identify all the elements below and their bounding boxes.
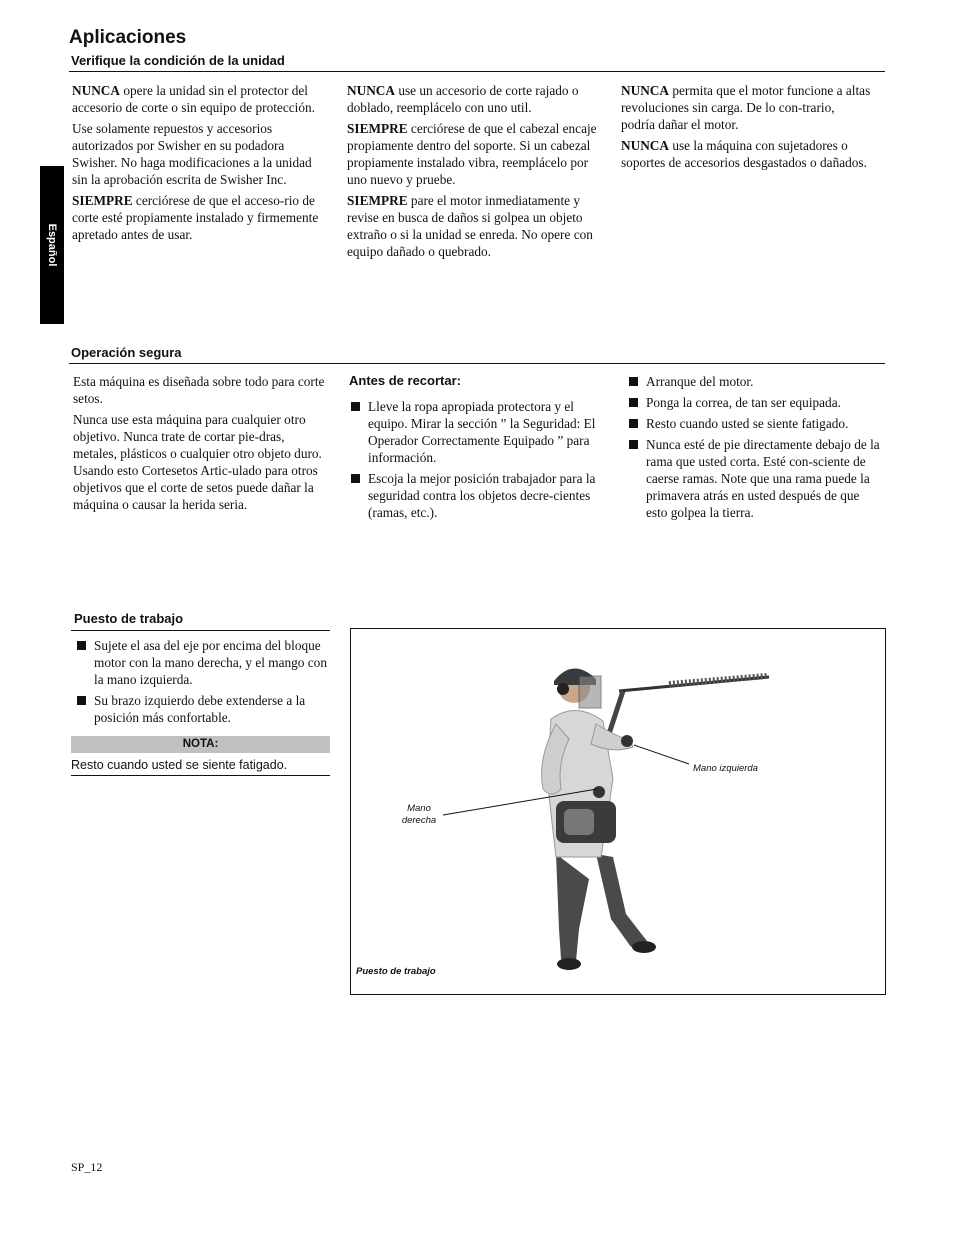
work-position-col <box>75 637 333 730</box>
safe-op-col-1 <box>73 373 331 517</box>
list-item: Arranque del motor. <box>627 373 883 390</box>
left-hand-label: Mano izquierda <box>693 763 758 774</box>
paragraph: Nunca use esta máquina para cualquier otro objetivo. Nunca trate de cortar pie-dras, metales, plásticos o cualquier otro objeto duro. Usando esto Cortesetos Artic-ulado para otros objetivos que el corte de setos puede dañar la máquina o causar la herida seria. <box>73 412 322 512</box>
note-rule <box>71 775 330 776</box>
note-text: Resto cuando usted se siente fatigado. <box>71 758 288 772</box>
section-rule <box>71 630 330 631</box>
paragraph: SIEMPRE cerciórese de que el cabezal encaje propiamente dentro del soporte. Si un cabezal propiamente instalado vibra, reemplácelo por uno nuevo y pruebe. <box>347 121 597 187</box>
list-item: Ponga la correa, de tan ser equipada. <box>627 394 883 411</box>
right-hand-label: Mano derecha <box>401 803 437 826</box>
list-item: Su brazo izquierdo debe extenderse a la posición más confortable. <box>75 692 333 726</box>
list-item: Nunca esté de pie directamente debajo de la rama que usted corta. Esté con-sciente de caerse ramas. Note que una rama puede la primavera atrás en usted después de que esto golpea la tierra. <box>627 436 883 521</box>
paragraph: NUNCA opere la unidad sin el protector del accesorio de corte o sin equipo de protección. <box>72 83 315 115</box>
language-tab: Español <box>40 166 64 324</box>
safe-op-col-3 <box>627 373 883 525</box>
paragraph: NUNCA permita que el motor funcione a altas revoluciones sin carga. De lo con-trario, podría dañar el motor. <box>621 83 871 132</box>
safe-op-col-2 <box>349 372 611 525</box>
list-item: Resto cuando usted se siente fatigado. <box>627 415 883 432</box>
condition-col-2 <box>347 82 611 264</box>
paragraph: Esta máquina es diseñada sobre todo para corte setos. <box>73 374 325 406</box>
section-rule <box>69 363 885 364</box>
figure-caption: Puesto de trabajo <box>356 966 436 977</box>
paragraph: NUNCA use un accesorio de corte rajado o doblado, reemplácelo con uno util. <box>347 83 579 115</box>
before-trimming-heading: Antes de recortar: <box>349 373 461 388</box>
paragraph: SIEMPRE cerciórese de que el acceso-rio de corte esté propiamente instalado y firmemente apretado antes de usar. <box>72 193 319 242</box>
condition-col-3 <box>621 82 871 175</box>
section-heading-condition: Verifique la condición de la unidad <box>71 53 285 68</box>
section-rule <box>69 71 885 72</box>
note-label-bar: NOTA: <box>71 736 330 753</box>
paragraph: Use solamente repuestos y accesorios autorizados por Swisher en su podadora Swisher. No haga modificaciones a la unidad sin la aprobación escrita de Swisher Inc. <box>72 121 312 187</box>
work-position-figure <box>350 628 886 995</box>
page-number: SP_12 <box>71 1160 103 1174</box>
list-item: Lleve la ropa apropiada protectora y el equipo. Mirar la sección ” la Seguridad: El Operador Correctamente Equipado ” para información. <box>349 398 611 466</box>
paragraph: NUNCA use la máquina con sujetadores o soportes de accesorios desgastados o dañados. <box>621 138 867 170</box>
list-item: Escoja la mejor posición trabajador para la seguridad contra los objetos decre-cientes (ramas, etc.). <box>349 470 611 521</box>
condition-col-1 <box>72 82 324 247</box>
page-title: Aplicaciones <box>69 27 187 48</box>
list-item: Sujete el asa del eje por encima del bloque motor con la mano derecha, y el mango con la mano izquierda. <box>75 637 333 688</box>
paragraph: SIEMPRE pare el motor inmediatamente y revise en busca de daños si golpea un objeto extraño o si la unidad se enreda. No opere con equipo dañado o quebrado. <box>347 193 593 259</box>
section-heading-safe-operation: Operación segura <box>71 345 182 360</box>
section-heading-work-position: Puesto de trabajo <box>74 611 184 626</box>
